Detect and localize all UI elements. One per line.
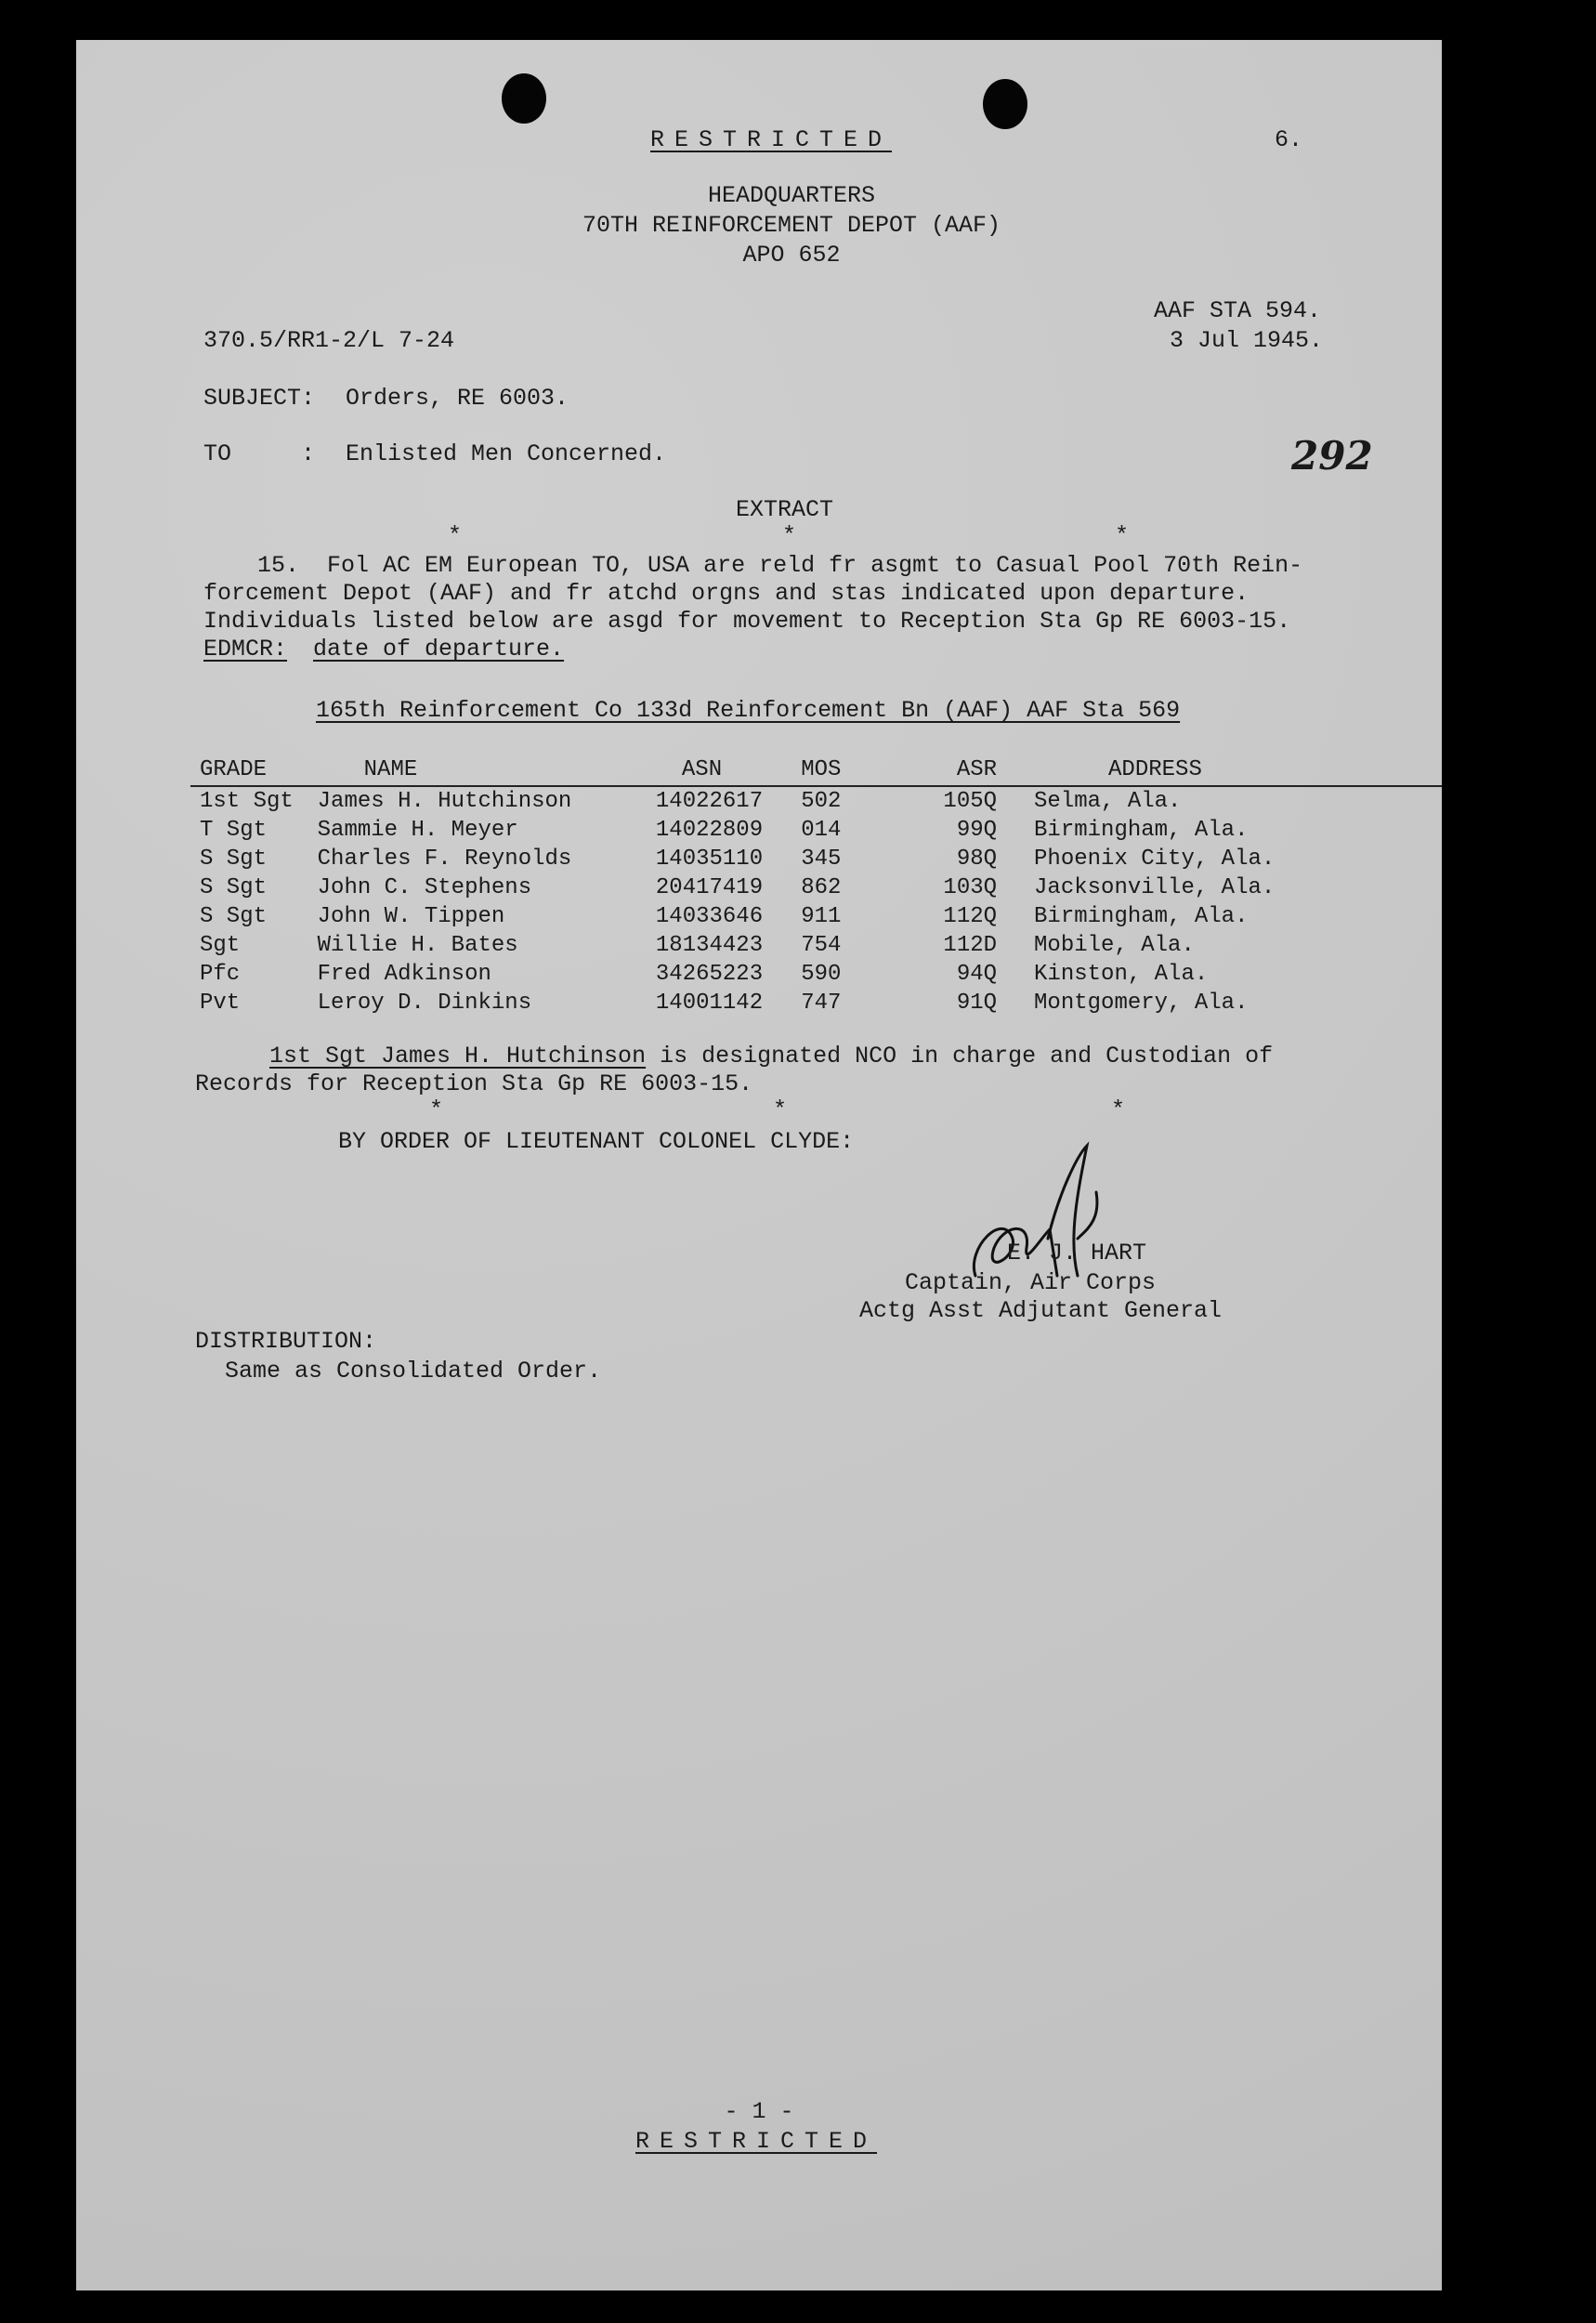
cell-name: John W. Tippen <box>317 904 505 929</box>
asterisk-5: * <box>773 1096 788 1123</box>
cell-address: Birmingham, Ala. <box>1034 904 1249 929</box>
signatory-title-1: Captain, Air Corps <box>905 1269 1157 1296</box>
unit-heading: 165th Reinforcement Co 133d Reinforcement Bn (AAF) AAF Sta 569 <box>316 697 1181 724</box>
subject-value: Orders, RE 6003. <box>346 385 569 412</box>
cell-name: James H. Hutchinson <box>317 789 572 814</box>
cell-asn: 18134423 <box>655 933 764 958</box>
cell-asr: 112Q <box>943 904 998 929</box>
cell-grade: S Sgt <box>200 875 268 900</box>
cell-name: Leroy D. Dinkins <box>317 991 532 1016</box>
header-address: ADDRESS <box>1034 755 1442 786</box>
table-row <box>190 960 1442 989</box>
table-row <box>190 931 1442 960</box>
cell-asn: 14022809 <box>655 818 764 843</box>
table-row <box>190 786 1442 816</box>
designation-line-1 <box>269 1042 1273 1070</box>
paragraph-line-2: forcement Depot (AAF) and fr atchd orgns and stas indicated upon departure. <box>203 580 1249 607</box>
table-row <box>190 816 1442 845</box>
header-mos: MOS <box>801 755 860 786</box>
cell-asr: 94Q <box>956 962 998 987</box>
table-row <box>190 845 1442 873</box>
asterisk-1: * <box>448 522 463 549</box>
cell-grade: Pfc <box>200 962 241 987</box>
cell-mos: 754 <box>801 933 842 958</box>
footer-page-number: - 1 - <box>724 2098 794 2125</box>
to-colon: : <box>301 440 316 467</box>
table-row <box>190 989 1442 1017</box>
org-line-2: 70TH REINFORCEMENT DEPOT (AAF) <box>582 212 1001 239</box>
cell-grade: T Sgt <box>200 818 268 843</box>
by-order-line: BY ORDER OF LIEUTENANT COLONEL CLYDE: <box>338 1128 855 1155</box>
cell-name: Charles F. Reynolds <box>317 847 572 872</box>
cell-name: Sammie H. Meyer <box>317 818 518 843</box>
org-line-3: APO 652 <box>742 242 841 269</box>
to-value: Enlisted Men Concerned. <box>346 440 667 467</box>
classification-top: RESTRICTED <box>650 126 893 153</box>
cell-mos: 345 <box>801 847 842 872</box>
file-reference: 370.5/RR1-2/L 7-24 <box>203 327 455 354</box>
header-asn: ASN <box>656 755 801 786</box>
designation-line-2: Records for Reception Sta Gp RE 6003-15. <box>195 1070 753 1097</box>
asterisk-3: * <box>1115 522 1130 549</box>
paragraph-line-1: Fol AC EM European TO, USA are reld fr asgmt to Casual Pool 70th Rein- <box>327 552 1303 579</box>
cell-grade: S Sgt <box>200 904 268 929</box>
cell-address: Montgomery, Ala. <box>1034 991 1249 1016</box>
signatory-title-2: Actg Asst Adjutant General <box>859 1297 1223 1324</box>
header-asr: ASR <box>860 755 1034 786</box>
cell-address: Jacksonville, Ala. <box>1034 875 1275 900</box>
paragraph-number: 15. <box>257 552 300 579</box>
punch-hole-right <box>983 79 1027 129</box>
cell-name: John C. Stephens <box>317 875 532 900</box>
asterisk-2: * <box>782 522 797 549</box>
cell-mos: 862 <box>801 875 842 900</box>
table-row <box>190 873 1442 902</box>
cell-mos: 747 <box>801 991 842 1016</box>
cell-mos: 911 <box>801 904 842 929</box>
extract-label: EXTRACT <box>736 496 834 523</box>
header-grade: GRADE <box>190 755 318 786</box>
station: AAF STA 594. <box>1154 297 1322 324</box>
distribution-label: DISTRIBUTION: <box>195 1328 377 1355</box>
stamp-number: 292 <box>1291 433 1373 479</box>
asterisk-4: * <box>429 1096 444 1123</box>
cell-asn: 14022617 <box>655 789 764 814</box>
order-date: 3 Jul 1945. <box>1170 327 1324 354</box>
cell-address: Phoenix City, Ala. <box>1034 847 1275 872</box>
cell-grade: Sgt <box>200 933 241 958</box>
cell-grade: S Sgt <box>200 847 268 872</box>
cell-asr: 103Q <box>943 875 998 900</box>
cell-address: Selma, Ala. <box>1034 789 1182 814</box>
cell-asn: 20417419 <box>655 875 764 900</box>
table-header-row <box>190 755 1442 786</box>
table-row <box>190 902 1442 931</box>
asterisk-6: * <box>1111 1096 1126 1123</box>
cell-asr: 112D <box>943 933 998 958</box>
cell-asr: 98Q <box>956 847 998 872</box>
subject-label: SUBJECT: <box>203 385 316 412</box>
cell-address: Birmingham, Ala. <box>1034 818 1249 843</box>
cell-asn: 14035110 <box>655 847 764 872</box>
cell-asn: 14001142 <box>655 991 764 1016</box>
designated-nco: 1st Sgt James H. Hutchinson <box>269 1043 647 1070</box>
cell-grade: 1st Sgt <box>200 789 294 814</box>
cell-asr: 105Q <box>943 789 998 814</box>
cell-asn: 34265223 <box>655 962 764 987</box>
classification-bottom: RESTRICTED <box>635 2128 878 2155</box>
to-label: TO <box>203 440 232 467</box>
document-page <box>76 40 1442 2290</box>
edmcr-value: date of departure. <box>313 636 565 663</box>
punch-hole-left <box>502 73 546 124</box>
cell-mos: 502 <box>801 789 842 814</box>
edmcr-label: EDMCR: <box>203 636 288 663</box>
org-line-1: HEADQUARTERS <box>707 182 876 209</box>
header-name: NAME <box>318 755 656 786</box>
cell-address: Mobile, Ala. <box>1034 933 1195 958</box>
page-number: 6. <box>1275 126 1303 153</box>
cell-asr: 91Q <box>956 991 998 1016</box>
cell-address: Kinston, Ala. <box>1034 962 1209 987</box>
personnel-table <box>190 755 1442 1017</box>
signatory-name: E. J. HART <box>1007 1240 1147 1266</box>
distribution-value: Same as Consolidated Order. <box>225 1358 602 1385</box>
cell-mos: 014 <box>801 818 842 843</box>
designation-text: is designated NCO in charge and Custodian of <box>646 1043 1274 1070</box>
cell-name: Fred Adkinson <box>317 962 491 987</box>
paragraph-line-3: Individuals listed below are asgd for movement to Reception Sta Gp RE 6003-15. <box>203 608 1291 635</box>
cell-asr: 99Q <box>956 818 998 843</box>
cell-name: Willie H. Bates <box>317 933 518 958</box>
cell-mos: 590 <box>801 962 842 987</box>
cell-asn: 14033646 <box>655 904 764 929</box>
cell-grade: Pvt <box>200 991 241 1016</box>
